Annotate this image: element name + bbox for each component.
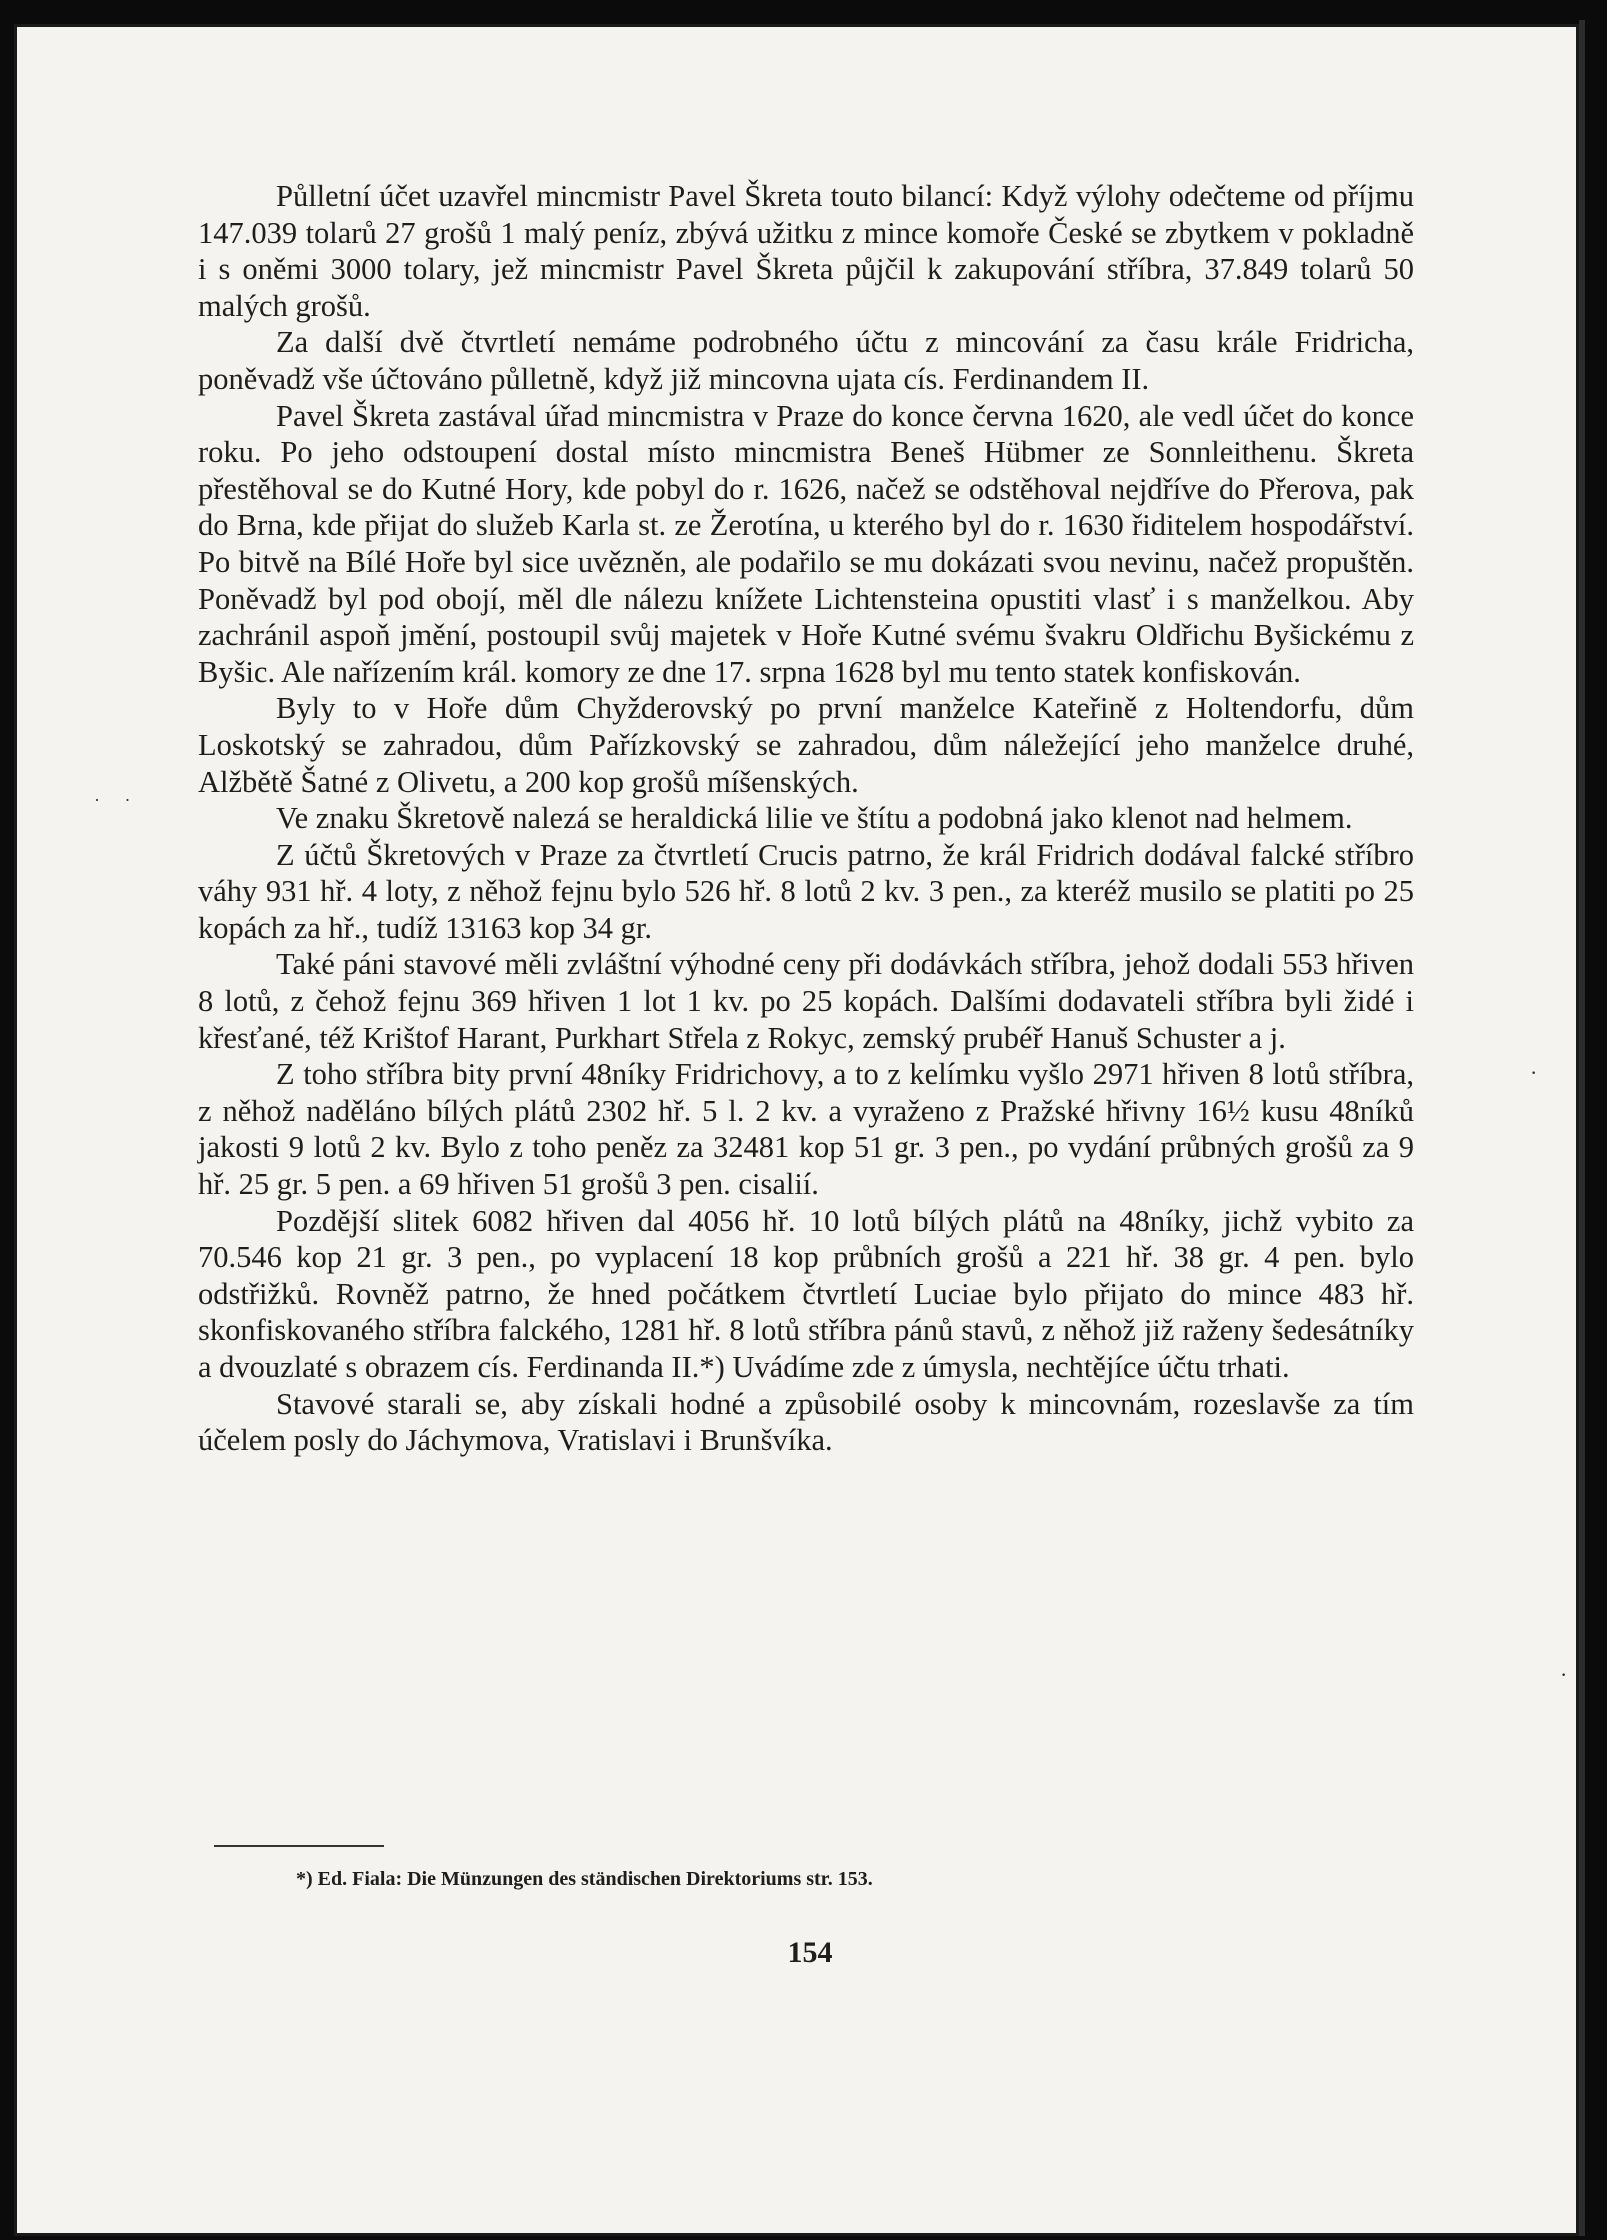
paragraph: Půlletní účet uzavřel mincmistr Pavel Škreta touto bilancí: Když výlohy odečteme od příjmu 147.039 tolarů 27 grošů 1 malý peníz, zbývá užitku z mince komoře České se zbytkem v pokladně i s oněmi 3000 tolary, jež mincmistr Pavel Škreta půjčil k zakupování stříbra, 37.849 tolarů 50 malých grošů. [198, 179, 1414, 323]
margin-mark: · [1560, 1662, 1568, 1687]
paragraph: Byly to v Hoře dům Chyžderovský po první manželce Kateřině z Holtendorfu, dům Loskotský se zahradou, dům Pařízkovský se zahradou, dům náležející jeho manželce druhé, Alžbětě Šatné z Olivetu, a 200 kop grošů míšenských. [198, 691, 1414, 799]
paragraph: Ve znaku Škretově nalezá se heraldická lilie ve štítu a podobná jako klenot nad helmem. [276, 801, 1353, 836]
paragraph: Stavové starali se, aby získali hodné a způsobilé osoby k mincovnám, rozeslavše za tím účelem posly do Jáchymova, Vratislavi i Brunšvíka. [198, 1386, 1414, 1458]
paragraph: Z účtů Škretových v Praze za čtvrtletí Crucis patrno, že král Fridrich dodával falcké stříbro váhy 931 hř. 4 loty, z něhož fejnu bylo 526 hř. 8 lotů 2 kv. 3 pen., za kteréž musilo se platiti po 25 kopách za hř., tudíž 13163 kop 34 gr. [198, 837, 1414, 945]
body-text [198, 178, 1414, 1459]
paragraph: Také páni stavové měli zvláštní výhodné ceny při dodávkách stříbra, jehož dodali 553 hřiven 8 lotů, z čehož fejnu 369 hřiven 1 lot 1 kv. po 25 kopách. Dalšími dodavateli stříbra byli židé i křesťané, též Krištof Harant, Purkhart Střela z Rokyc, zemský prubéř Hanuš Schuster a j. [198, 947, 1414, 1055]
paragraph: Za další dvě čtvrtletí nemáme podrobného účtu z mincování za času krále Fridricha, poněvadž vše účtováno půlletně, když již mincovna ujata cís. Ferdinandem II. [198, 325, 1414, 396]
page-edge [1579, 20, 1585, 2236]
page-number: 154 [787, 1936, 833, 1969]
footnote-divider [214, 1845, 384, 1847]
paragraph: Pavel Škreta zastával úřad mincmistra v Praze do konce června 1620, ale vedl účet do konce roku. Po jeho odstoupení dostal místo mincmistra Beneš Hübmer ze Sonnleithenu. Škreta přestěhoval se do Kutné Hory, kde pobyl do r. 1626, načež se odstěhoval nejdříve do Přerova, pak do Brna, kde přijat do služeb Karla st. ze Žerotína, u kterého byl do r. 1630 řiditelem hospodářství. Po bitvě na Bílé Hoře byl sice uvězněn, ale podařilo se mu dokázati svou nevinu, načež propuštěn. Poněvadž byl pod obojí, měl dle nálezu knížete Lichtensteina opustiti vlasť i s manželkou. Aby zachránil aspoň jmění, postoupil svůj majetek v Hoře Kutné svému švakru Oldřichu Byšickému z Byšic. Ale nařízením král. komory ze dne 17. srpna 1628 byl mu tento statek konfiskován. [198, 398, 1414, 689]
paragraph: Pozdější slitek 6082 hřiven dal 4056 hř. 10 lotů bílých plátů na 48níky, jichž vybito za 70.546 kop 21 gr. 3 pen., po vyplacení 18 kop průbních grošů a 221 hř. 38 gr. 4 pen. bylo odstřižků. Rovněž patrno, že hned počátkem čtvrtletí Luciae bylo přijato do mince 483 hř. skonfiskovaného stříbra falckého, 1281 hř. 8 lotů stříbra pánů stavů, z něhož již raženy šedesátníky a dvouzlaté s obrazem cís. Ferdinanda II.*) Uvádíme zde z úmysla, nechtějíce účtu trhati. [198, 1203, 1414, 1384]
paragraph: Z toho stříbra bity první 48níky Fridrichovy, a to z kelímku vyšlo 2971 hřiven 8 lotů stříbra, z něhož naděláno bílých plátů 2302 hř. 5 l. 2 kv. a vyraženo z Pražské hřivny 16½ kusu 48níků jakosti 9 lotů 2 kv. Bylo z toho peněz za 32481 kop 51 gr. 3 pen., po vydání průbných grošů za 9 hř. 25 gr. 5 pen. a 69 hřiven 51 grošů 3 pen. cisalií. [198, 1057, 1414, 1202]
margin-dots: · · [94, 790, 141, 810]
footnote: *) Ed. Fiala: Die Münzungen des ständischen Direktoriums str. 153. [296, 1868, 873, 1890]
margin-mark: · [1530, 1060, 1538, 1085]
